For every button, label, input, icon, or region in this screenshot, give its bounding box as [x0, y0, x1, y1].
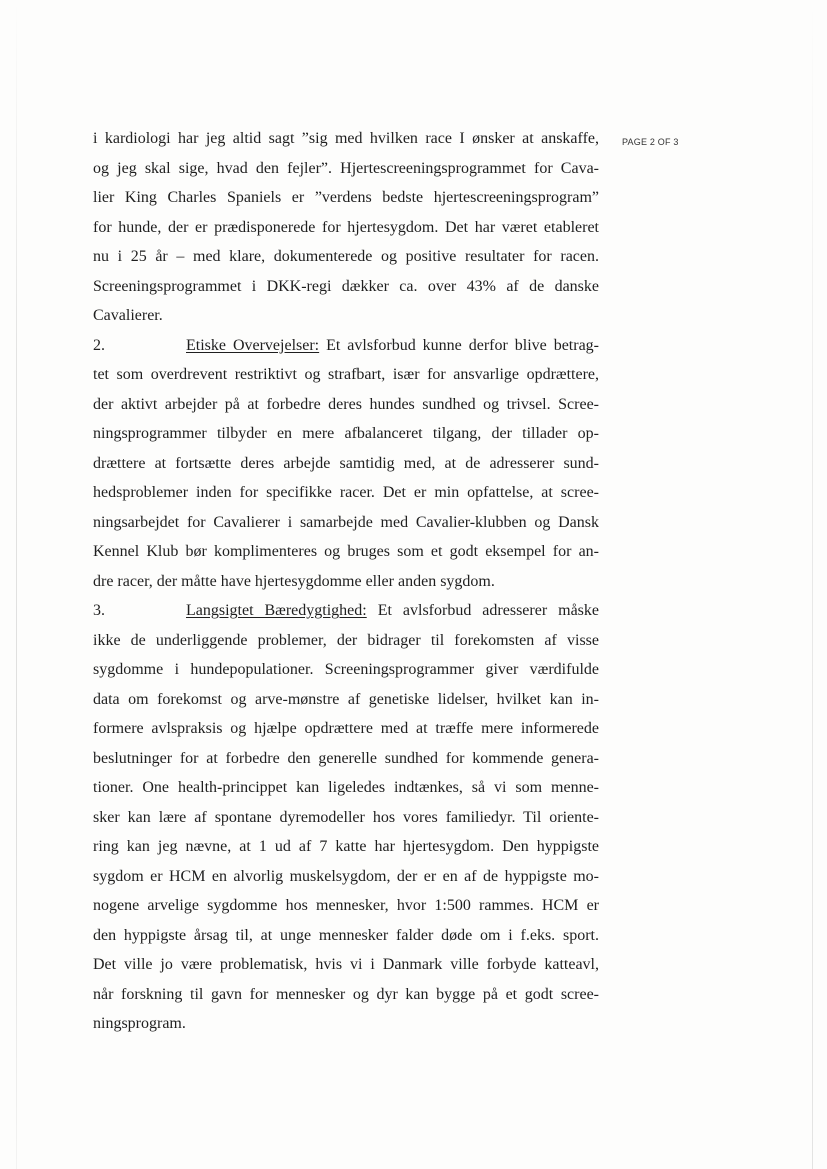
section-2-line: drættere at fortsætte deres arbejde samtidig med, at de adresserer sund- [93, 454, 599, 472]
section-3-line: Det ville jo være problematisk, hvis vi i Danmark ville forbyde katteavl, [93, 956, 599, 973]
section-3-line: ring kan jeg nævne, at 1 ud af 7 katte har hjertesygdom. Den hyppigste [93, 838, 599, 855]
section-3-line: sygdomme i hundepopulationer. Screeningsprogrammer giver værdifulde [93, 661, 599, 678]
intro-line: og jeg skal sige, hvad den fejler”. Hjertescreeningsprogrammet for Cava- [93, 159, 599, 177]
section-2-line: der aktivt arbejder på at forbedre deres hundes sundhed og trivsel. Scree- [93, 395, 599, 413]
section-3-line: sygdom er HCM en alvorlig muskelsygdom, der er en af de hyppigste mo- [93, 867, 599, 885]
section-2-line: hedsproblemer inden for specifikke racer. Det er min opfattelse, at scree- [93, 484, 599, 501]
section-3-line: formere avlspraksis og hjælpe opdrættere med at træffe mere informerede [93, 720, 599, 737]
body-text [93, 124, 599, 1039]
intro-line: lier King Charles Spaniels er ”verdens bedste hjertescreeningsprogram” [93, 189, 599, 206]
section-3-line: beslutninger for at forbedre den generelle sundhed for kommende genera- [93, 749, 599, 767]
intro-line: for hunde, der er prædisponerede for hjertesygdom. Det har været etableret [93, 218, 599, 236]
page-number: PAGE 2 OF 3 [622, 137, 679, 147]
section-2-first-line [93, 331, 599, 361]
scan-edge-left [16, 0, 17, 1169]
section-2-first-line-text: Et avlsforbud kunne derfor blive betrag- [319, 336, 600, 354]
section-3-line: sker kan lære af spontane dyremodeller hos vores familiedyr. Til oriente- [93, 808, 599, 826]
section-2-line: ningsarbejdet for Cavalierer i samarbejde med Cavalier-klubben og Dansk [93, 513, 599, 531]
intro-line: nu i 25 år – med klare, dokumenterede og positive resultater for racen. [93, 248, 599, 265]
section-2-line: dre racer, der måtte have hjertesygdomme eller anden sygdom. [93, 572, 495, 590]
intro-line: Screeningsprogrammet i DKK-regi dækker ca. over 43% af de danske [93, 277, 599, 295]
section-2-line: tet som overdrevent restriktivt og strafbart, især for ansvarlige opdrættere, [93, 366, 599, 383]
section-3-first-line [93, 596, 599, 626]
section-3-line: nogene arvelige sygdomme hos mennesker, hvor 1:500 rammes. HCM er [93, 897, 599, 914]
section-3-line: data om forekomst og arve-mønstre af genetiske lidelser, hvilket kan in- [93, 690, 599, 708]
section-2-line: ningsprogrammer tilbyder en mere afbalanceret tilgang, der tillader op- [93, 425, 599, 442]
section-3-number: 3. [93, 602, 105, 619]
section-3-line: ningsprogram. [93, 1015, 186, 1032]
section-2-heading: Etiske Overvejelser: [186, 336, 320, 354]
section-2-number: 2. [93, 336, 105, 354]
scan-edge-right [812, 0, 813, 1169]
section-3-first-line-text: Et avlsforbud adresserer måske [366, 602, 600, 619]
intro-line: Cavalierer. [93, 307, 163, 324]
intro-line: i kardiologi har jeg altid sagt ”sig med hvilken race I ønsker at anskaffe, [93, 130, 599, 147]
section-3-line: den hyppigste årsag til, at unge mennesker falder døde om i f.eks. sport. [93, 926, 599, 944]
section-3-heading: Langsigtet Bæredygtighed: [186, 602, 367, 619]
section-3-line: når forskning til gavn for mennesker og dyr kan bygge på et godt scree- [93, 985, 599, 1003]
section-3-line: ikke de underliggende problemer, der bidrager til forekomsten af visse [93, 631, 599, 649]
section-3-line: tioner. One health-princippet kan ligeledes indtænkes, så vi som menne- [93, 779, 599, 796]
section-2-line: Kennel Klub bør komplimenteres og bruges som et godt eksempel for an- [93, 543, 599, 560]
